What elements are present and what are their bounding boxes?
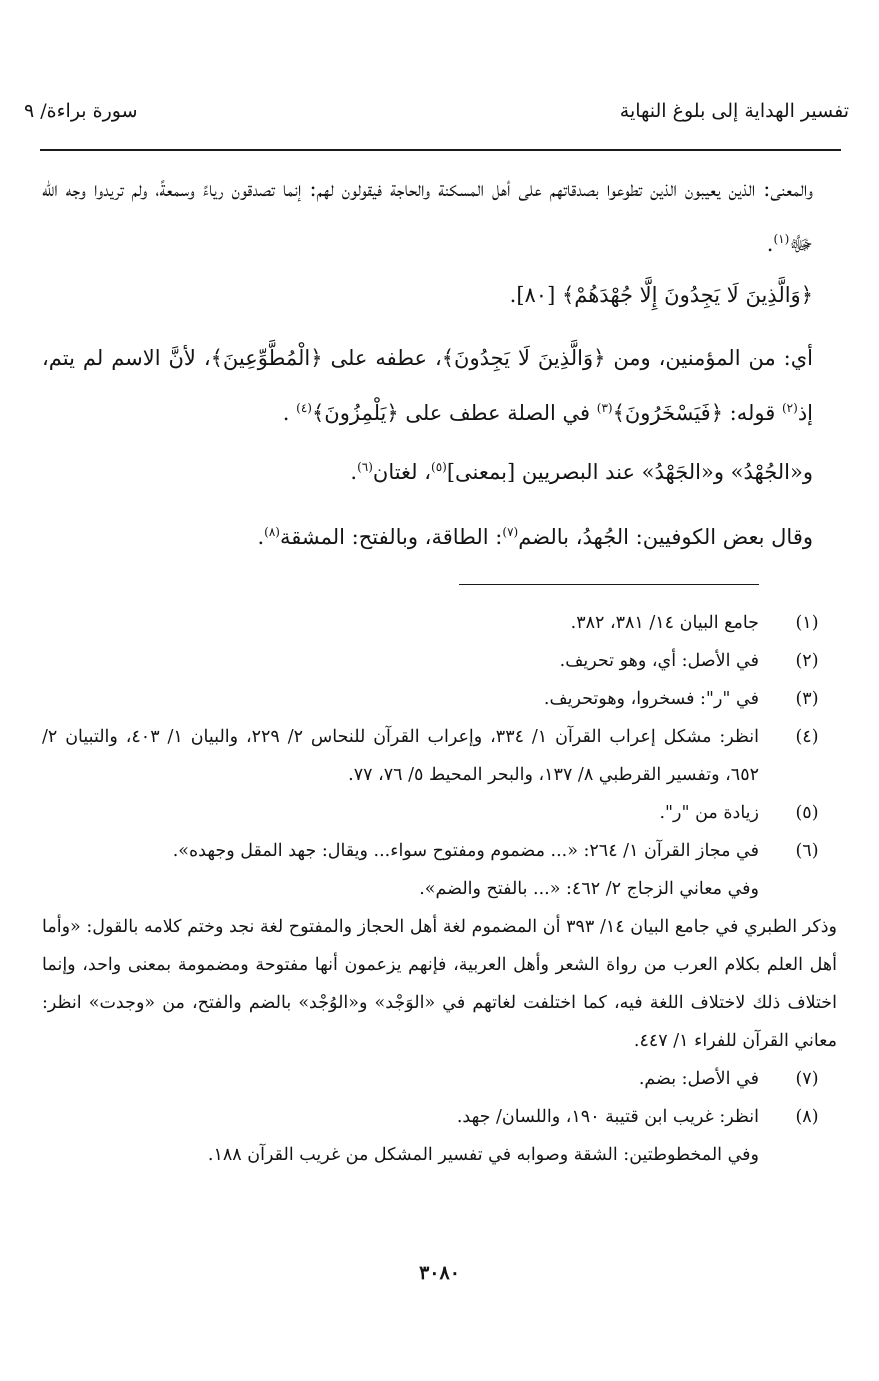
footnote-number: (١): [795, 613, 819, 633]
footnote-1: (١) جامع البيان ١٤/ ٣٨١، ٣٨٢.: [42, 604, 759, 642]
header-rule: [40, 149, 841, 151]
footnote-number: (٧): [795, 1069, 819, 1089]
footnote-ref: (٦): [357, 460, 373, 474]
main-text: [42, 162, 839, 565]
footnote-ref: (٢): [781, 401, 798, 415]
footnote-8: (٨) انظر: غريب ابن قتيبة ١٩٠، واللسان/ جهد. وفي المخطوطتين: الشقة وصوابه في تفسير المشكل من غريب القرآن ١٨٨.: [42, 1098, 759, 1174]
running-header: [24, 96, 849, 126]
book-title: تفسير الهداية إلى بلوغ النهاية: [619, 100, 849, 122]
footnote-number: (٦): [795, 841, 819, 861]
footnote-ref: (٣): [596, 401, 613, 415]
footnote-4: (٤) انظر: مشكل إعراب القرآن ١/ ٣٣٤، وإعراب القرآن للنحاس ٢/ ٢٢٩، والبيان ١/ ٤٠٣، والتبيان ٢/ ٦٥٢، وتفسير القرطبي ٨/ ١٣٧، والبحر المحيط ٥/ ٧٦، ٧٧.: [42, 718, 759, 794]
footnotes: [42, 604, 837, 1174]
page-number: ٣٠٨٠: [419, 1262, 460, 1284]
footnote-5: (٥) زيادة من "ر".: [42, 794, 759, 832]
footnote-number: (٥): [795, 803, 819, 823]
paragraph-basrians: و«الجُهْدُ» و«الجَهْدُ» عند البصريين [بمعنى]$^{(٥)}$، لغتان$^{(٦)}$.: [350, 460, 813, 484]
footnote-ref: (١): [773, 232, 790, 246]
footnote-7: (٧) في الأصل: بضم.: [42, 1060, 759, 1098]
footnote-ref: (٨): [264, 525, 280, 539]
footnote-2: (٢) في الأصل: أي، وهو تحريف.: [42, 642, 759, 680]
footnote-ref: (٥): [431, 460, 447, 474]
surah-page-label: سورة براءة/ ٩: [24, 100, 138, 122]
paragraph-meaning: والمعنى: الذين يعيبون الذين تطوعوا بصدقاتهم على أهل المسكنة والحاجة فيقولون لهم: إنما تصدقون رياءً وسمعةً، ولم تريدوا وجه الله ﷻ$^{(١)}$.: [42, 177, 813, 256]
footnote-number: (٨): [795, 1107, 819, 1127]
quran-verse: ﴿وَالَّذِينَ لَا يَجِدُونَ إِلَّا جُهْدَهُمْ﴾ [٨٠].: [509, 283, 813, 307]
paragraph-grammar: أي: من المؤمنين، ومن ﴿وَالَّذِينَ لَا يَجِدُونَ﴾، عطفه على ﴿الْمُطَّوِّعِينَ﴾، لأنَّ الاسم لم يتم، إذ$^{(٢)}$ قوله: ﴿فَيَسْخَرُونَ﴾$^{(٣)}$ في الصلة عطف على ﴿يَلْمِزُونَ﴾$^{(٤)}$ .: [42, 346, 813, 425]
footnote-ref: (٤): [296, 401, 312, 415]
footnote-3: (٣) في "ر": فسخروا، وهوتحريف.: [42, 680, 759, 718]
footnote-separator: [459, 584, 759, 585]
footnote-number: (٣): [795, 689, 819, 709]
footnote-number: (٢): [795, 651, 819, 671]
paragraph-kufans: وقال بعض الكوفيين: الجُهدُ، بالضم$^{(٧)}$: الطاقة، وبالفتح: المشقة$^{(٨)}$.: [257, 525, 813, 549]
footnote-6: (٦) في مجاز القرآن ١/ ٢٦٤: «... مضموم ومفتوح سواء... ويقال: جهد المقل وجهده». وفي معاني الزجاج ٢/ ٤٦٢: «... بالفتح والضم». وذكر الطبري في جامع البيان ١٤/ ٣٩٣ أن المضموم لغة أهل الحجاز والمفتوح لغة نجد وختم كلامه بالقول: «وأما أهل العلم بكلام العرب من رواة الشعر وأهل العربية، فإنهم يزعمون أنها مفتوحة ومضمومة بمعنى واحد، وإنما اختلاف ذلك لاختلاف اللغة فيه، كما اختلفت لغاتهم في «الوَجْد» و«الوُجْد» بالضم والفتح، من «وجدت» انظر: معاني القرآن للفراء ١/ ٤٤٧.: [42, 832, 759, 1060]
footnote-number: (٤): [795, 727, 819, 747]
footnote-ref: (٧): [502, 525, 519, 539]
